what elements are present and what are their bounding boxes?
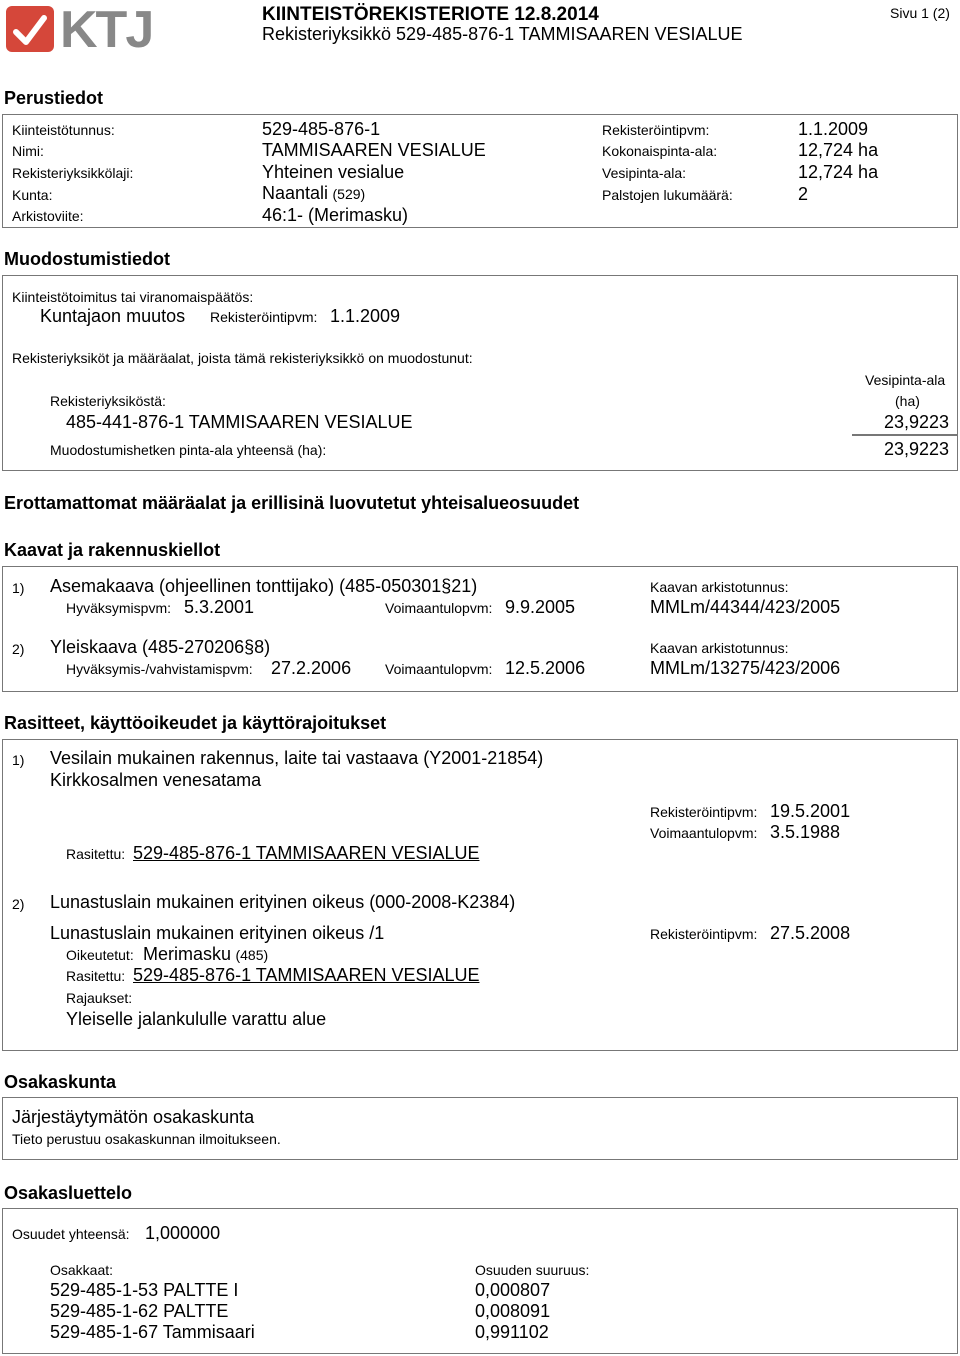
osakaskunta-heading: Osakaskunta xyxy=(4,1072,117,1092)
kokpinta-label: Kokonaispinta-ala: xyxy=(602,143,718,159)
palstat-value: 2 xyxy=(798,184,809,204)
kaava-1-arch: MMLm/44344/423/2005 xyxy=(650,597,841,617)
from-area: 23,9223 xyxy=(884,412,950,432)
from-unit: 485-441-876-1 TAMMISAAREN VESIALUE xyxy=(66,412,413,432)
document-subtitle: Rekisteriyksikkö 529-485-876-1 TAMMISAAREN VESIALUE xyxy=(262,24,743,44)
perustiedot-heading: Perustiedot xyxy=(4,88,104,108)
erottamattomat-heading: Erottamattomat määräalat ja erillisinä luovutetut yhteisalueosuudet xyxy=(4,493,580,513)
kiinteistotunnus-value: 529-485-876-1 xyxy=(262,119,381,139)
logo-mark xyxy=(6,6,54,52)
kaava-1-date1: 5.3.2001 xyxy=(184,597,255,617)
kaava-2-date1-label: Hyväksymis-/vahvistamispvm: xyxy=(66,661,253,677)
muod-intro: Rekisteriyksiköt ja määräalat, joista tämä rekisteriyksikkö on muodostunut: xyxy=(12,350,473,366)
kaava-2-arch: MMLm/13275/423/2006 xyxy=(650,658,841,678)
total-value: 23,9223 xyxy=(884,439,950,459)
kaava-2-name: Yleiskaava (485-270206§8) xyxy=(50,637,271,657)
rasite-2-oikeutetut-code: (485) xyxy=(235,947,269,963)
document-title: KIINTEISTÖREKISTERIOTE 12.8.2014 xyxy=(262,4,599,25)
toimitus-label: Kiinteistötoimitus tai viranomaispäätös: xyxy=(12,289,254,305)
owner-row-2: 529-485-1-62 PALTTE xyxy=(50,1301,229,1321)
total-label: Muodostumishetken pinta-ala yhteensä (ha): xyxy=(50,442,327,458)
osakaskunta-note: Tieto perustuu osakaskunnan ilmoitukseen. xyxy=(12,1131,281,1147)
rasite-2-rek-label: Rekisteröintipvm: xyxy=(650,926,758,942)
ha-col-header: (ha) xyxy=(895,393,920,409)
vesipinta-label: Vesipinta-ala: xyxy=(602,165,687,181)
nimi-label: Nimi: xyxy=(12,143,44,159)
rasite-2-rek: 27.5.2008 xyxy=(770,923,851,943)
rasite-2-rasitettu-label: Rasitettu: xyxy=(66,968,126,984)
rasite-1-voim-label: Voimaantulopvm: xyxy=(650,825,758,841)
kunta-code: (529) xyxy=(332,186,366,202)
rasite-1-rasitettu-link[interactable]: 529-485-876-1 TAMMISAAREN VESIALUE xyxy=(133,843,480,863)
ktj-logo xyxy=(2,1,153,60)
col-owner-header: Osakkaat: xyxy=(50,1262,114,1278)
owner-row-3: 529-485-1-67 Tammisaari xyxy=(50,1322,255,1342)
vesipinta-col-header: Vesipinta-ala xyxy=(865,372,946,388)
kaava-1-arch-label: Kaavan arkistotunnus: xyxy=(650,579,789,595)
rasite-2-oikeutetut-label: Oikeutetut: xyxy=(66,947,134,963)
rasite-1-voim: 3.5.1988 xyxy=(770,822,841,842)
col-share-header: Osuuden suuruus: xyxy=(475,1262,590,1278)
rasite-1-subtitle: Kirkkosalmen venesatama xyxy=(50,770,262,790)
toimitus-value: Kuntajaon muutos xyxy=(40,306,186,326)
arkistoviite-value: 46:1- (Merimasku) xyxy=(262,205,409,225)
palstat-label: Palstojen lukumäärä: xyxy=(602,187,733,203)
kaava-2-date2: 12.5.2006 xyxy=(505,658,586,678)
rasitteet-heading: Rasitteet, käyttöoikeudet ja käyttörajoitukset xyxy=(4,713,387,733)
kunta-label: Kunta: xyxy=(12,187,53,203)
kaava-1-date1-label: Hyväksymispvm: xyxy=(66,600,172,616)
share-row-1: 0,000807 xyxy=(475,1280,551,1300)
from-label: Rekisteriyksiköstä: xyxy=(50,393,166,409)
kiinteistotunnus-label: Kiinteistötunnus: xyxy=(12,122,115,138)
nimi-value: TAMMISAAREN VESIALUE xyxy=(262,140,486,160)
sum-divider xyxy=(852,434,958,436)
share-row-3: 0,991102 xyxy=(475,1322,549,1342)
osakaskunta-name: Järjestäytymätön osakaskunta xyxy=(12,1107,255,1127)
rasite-1-rek: 19.5.2001 xyxy=(770,801,851,821)
muod-rekpvm-value: 1.1.2009 xyxy=(330,306,401,326)
kaavat-heading: Kaavat ja rakennuskiellot xyxy=(4,540,221,560)
kaava-2-num: 2) xyxy=(12,641,25,657)
rasite-1-title: Vesilain mukainen rakennus, laite tai vastaava (Y2001-21854) xyxy=(50,748,544,768)
laji-value: Yhteinen vesialue xyxy=(262,162,405,182)
osuudet-total: 1,000000 xyxy=(145,1223,221,1243)
rasite-2-rasitettu-link[interactable]: 529-485-876-1 TAMMISAAREN VESIALUE xyxy=(133,965,480,985)
kaava-1-num: 1) xyxy=(12,580,25,596)
kaava-1-date2: 9.9.2005 xyxy=(505,597,576,617)
rasite-1-rek-label: Rekisteröintipvm: xyxy=(650,804,758,820)
kaava-2-date1: 27.2.2006 xyxy=(271,658,352,678)
kunta-value-wrap xyxy=(262,183,365,204)
kaava-2-date2-label: Voimaantulopvm: xyxy=(385,661,493,677)
kaava-1-date2-label: Voimaantulopvm: xyxy=(385,600,493,616)
kunta-value: Naantali xyxy=(262,183,329,203)
share-row-2: 0,008091 xyxy=(475,1301,551,1321)
rekpvm-value: 1.1.2009 xyxy=(798,119,869,139)
rasite-2-title: Lunastuslain mukainen erityinen oikeus (000-2008-K2384) xyxy=(50,892,516,912)
kaava-1-name: Asemakaava (ohjeellinen tonttijako) (485-050301§21) xyxy=(50,576,478,596)
rasite-2-subtitle: Lunastuslain mukainen erityinen oikeus /1 xyxy=(50,923,385,943)
rasite-2-num: 2) xyxy=(12,896,25,912)
owner-row-1: 529-485-1-53 PALTTE I xyxy=(50,1280,239,1300)
rasite-2-oikeutetut-wrap xyxy=(143,944,268,965)
rasite-1-num: 1) xyxy=(12,752,25,768)
rekpvm-label: Rekisteröintipvm: xyxy=(602,122,710,138)
kokpinta-value: 12,724 ha xyxy=(798,140,879,160)
rasite-2-rajaukset-label: Rajaukset: xyxy=(66,990,133,1006)
rasite-2-oikeutetut: Merimasku xyxy=(143,944,232,964)
page-number: Sivu 1 (2) xyxy=(890,5,950,21)
logo-text: KTJ xyxy=(60,1,153,59)
laji-label: Rekisteriyksikkölaji: xyxy=(12,165,134,181)
vesipinta-value: 12,724 ha xyxy=(798,162,879,182)
rasite-1-rasitettu-label: Rasitettu: xyxy=(66,846,126,862)
muod-rekpvm-label: Rekisteröintipvm: xyxy=(210,309,318,325)
muodostumis-heading: Muodostumistiedot xyxy=(4,249,170,269)
rasite-2-rajaukset: Yleiselle jalankululle varattu alue xyxy=(66,1009,327,1029)
osuudet-total-label: Osuudet yhteensä: xyxy=(12,1226,130,1242)
kaava-2-arch-label: Kaavan arkistotunnus: xyxy=(650,640,789,656)
osakasluettelo-heading: Osakasluettelo xyxy=(4,1183,133,1203)
arkistoviite-label: Arkistoviite: xyxy=(12,208,84,224)
